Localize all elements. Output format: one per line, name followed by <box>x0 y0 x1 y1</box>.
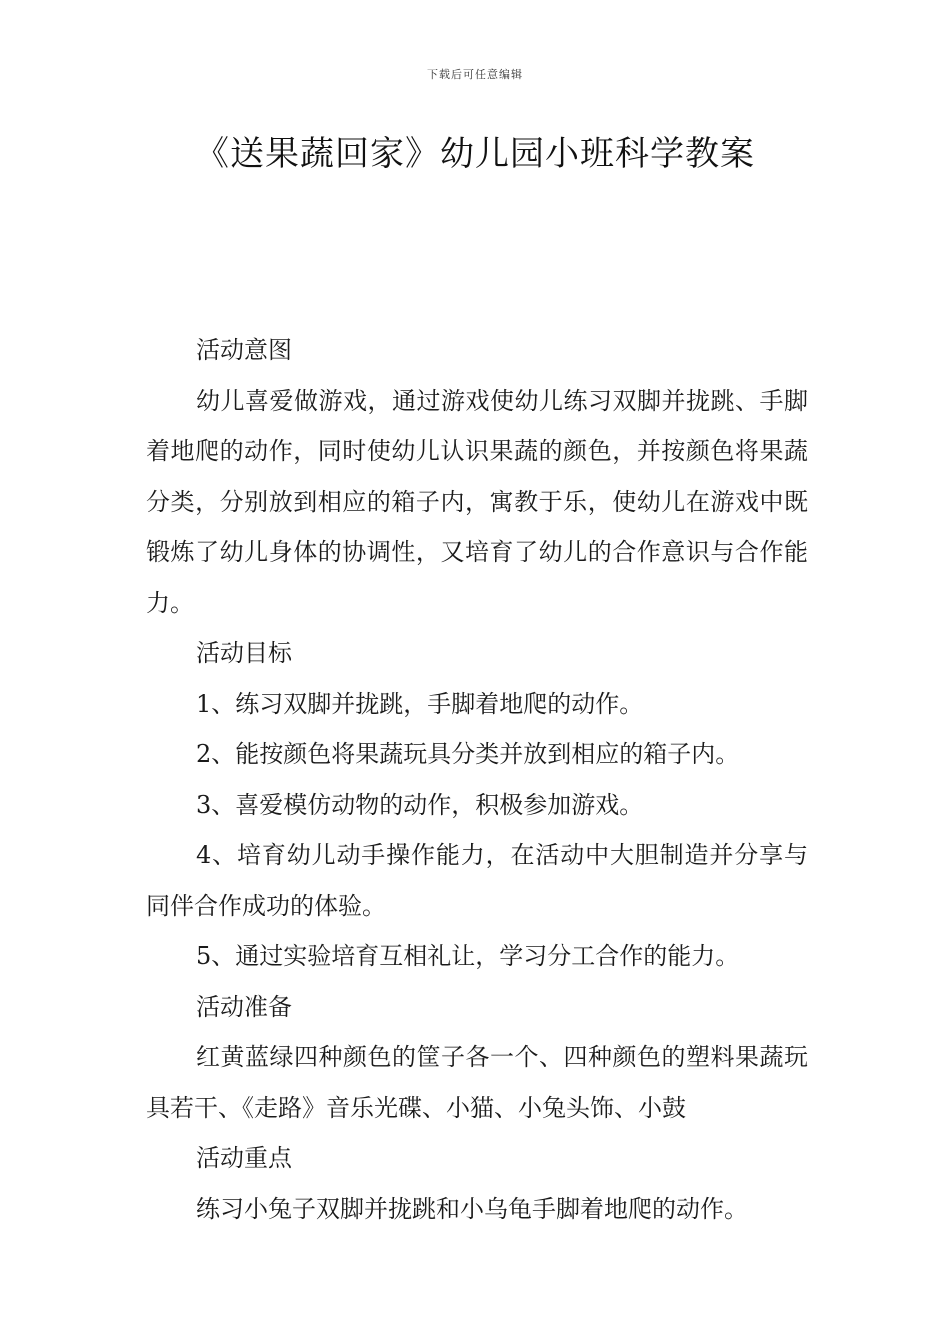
section-heading-intent: 活动意图 <box>196 336 292 364</box>
paragraph-preparation: 红黄蓝绿四种颜色的筐子各一个、四种颜色的塑料果蔬玩具若干、《走路》音乐光碟、小猫、小兔头饰、小鼓 <box>146 1043 808 1122</box>
goal-item-1: 1、练习双脚并拢跳，手脚着地爬的动作。 <box>196 689 644 718</box>
goal-item-4: 4、培育幼儿动手操作能力，在活动中大胆制造并分享与同伴合作成功的体验。 <box>146 841 808 920</box>
paragraph-intent: 幼儿喜爱做游戏，通过游戏使幼儿练习双脚并拢跳、手脚着地爬的动作，同时使幼儿认识果蔬的颜色，并按颜色将果蔬分类，分别放到相应的箱子内，寓教于乐，使幼儿在游戏中既锻炼了幼儿身体的协调性，又培育了幼儿的合作意识与合作能力。 <box>146 386 808 617</box>
section-heading-goals: 活动目标 <box>196 639 292 667</box>
section-heading-preparation: 活动准备 <box>196 992 292 1021</box>
goal-item-5: 5、通过实验培育互相礼让，学习分工合作的能力。 <box>196 942 740 970</box>
document-body <box>146 325 808 1234</box>
paragraph-focus: 练习小兔子双脚并拢跳和小乌龟手脚着地爬的动作。 <box>196 1194 748 1223</box>
document-title: 《送果蔬回家》幼儿园小班科学教案 <box>195 134 755 174</box>
goal-item-3: 3、喜爱模仿动物的动作，积极参加游戏。 <box>196 790 644 819</box>
goal-item-2: 2、能按颜色将果蔬玩具分类并放到相应的箱子内。 <box>196 740 740 768</box>
section-heading-focus: 活动重点 <box>196 1144 292 1172</box>
header-note: 下载后可任意编辑 <box>427 68 523 81</box>
